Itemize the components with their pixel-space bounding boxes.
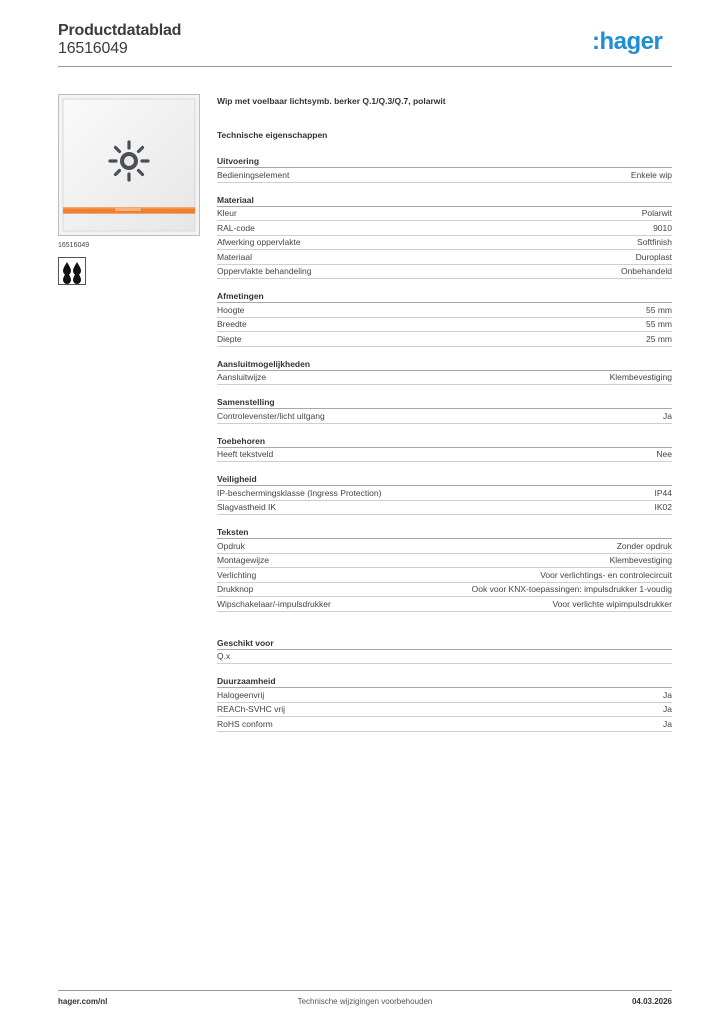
spec-group-title: Duurzaamheid: [217, 675, 672, 688]
product-name: Wip met voelbaar lichtsymb. berker Q.1/Q.3/Q.7, polarwit: [217, 96, 446, 106]
spec-label: RAL-code: [217, 222, 255, 233]
spec-label: Hoogte: [217, 304, 245, 315]
footer-divider: [58, 990, 672, 991]
spec-row: [217, 371, 672, 386]
spec-groups: [217, 155, 672, 612]
spec-label: Aansluitwijze: [217, 372, 267, 383]
spec-group-title: Uitvoering: [217, 155, 672, 168]
spec-label: Opdruk: [217, 540, 245, 551]
spec-value: Ja: [663, 704, 672, 715]
spec-value: Duroplast: [635, 251, 672, 262]
spec-row: [217, 303, 672, 318]
spec-value: IK02: [654, 502, 672, 513]
spec-row: [217, 650, 672, 665]
spec-group: [217, 290, 672, 347]
spec-row: [217, 409, 672, 424]
spec-group-title: Teksten: [217, 526, 672, 539]
spec-label: Heeft tekstveld: [217, 449, 274, 460]
spec-row: [217, 703, 672, 718]
spec-value: 55 mm: [646, 304, 672, 315]
spec-label: Q.x: [217, 651, 231, 662]
spec-row: [217, 236, 672, 251]
spec-label: Materiaal: [217, 251, 252, 262]
spec-value: Voor verlichtings- en controlecircuit: [540, 569, 672, 580]
spec-group-title: Toebehoren: [217, 435, 672, 448]
spec-value: Nee: [656, 449, 672, 460]
spec-row: [217, 318, 672, 333]
spec-label: Montagewijze: [217, 555, 269, 566]
water-drops-icon: [59, 258, 85, 284]
spec-group: [217, 675, 672, 732]
spec-group-title: Materiaal: [217, 194, 672, 207]
spec-value: 25 mm: [646, 333, 672, 344]
footer-website[interactable]: hager.com/nl: [58, 997, 108, 1006]
spec-row: [217, 568, 672, 583]
spec-group-title: Samenstelling: [217, 396, 672, 409]
spec-group: [217, 155, 672, 183]
spec-group: [217, 194, 672, 280]
spec-group: [217, 396, 672, 424]
spec-value: Zonder opdruk: [616, 540, 672, 551]
footer-date: 04.03.2026: [631, 997, 672, 1006]
spec-value: Onbehandeld: [620, 266, 672, 277]
spec-group-title: Aansluitmogelijkheden: [217, 358, 672, 371]
spec-label: RoHS conform: [217, 718, 273, 729]
product-image: [58, 94, 200, 236]
spec-label: Drukknop: [217, 584, 254, 595]
spec-value: Klembevestiging: [609, 555, 672, 566]
hager-logo-text: :hager: [592, 28, 663, 55]
spec-label: Afwerking oppervlakte: [217, 237, 301, 248]
spec-label: Bedieningselement: [217, 169, 290, 180]
document-number: 16516049: [58, 40, 128, 57]
spec-row: [217, 448, 672, 463]
spec-value: Ja: [663, 410, 672, 421]
spec-row: [217, 250, 672, 265]
spec-value: Klembevestiging: [609, 372, 672, 383]
spec-group: [217, 526, 672, 612]
spec-value: 9010: [653, 222, 672, 233]
spec-value: Polarwit: [641, 208, 672, 219]
hager-logo: [592, 28, 672, 56]
page-footer: [58, 997, 672, 1011]
product-image-column: [58, 94, 200, 285]
spec-group: [217, 358, 672, 386]
spec-group-title: Afmetingen: [217, 290, 672, 303]
light-symbol-icon: [110, 142, 148, 180]
spec-row: [217, 688, 672, 703]
document-title: Productdatablad: [58, 22, 182, 39]
spec-row: [217, 501, 672, 516]
spec-row: [217, 717, 672, 732]
spec-group: [217, 637, 672, 665]
spec-row: [217, 597, 672, 612]
spec-row: [217, 554, 672, 569]
spec-group-title: Geschikt voor: [217, 637, 672, 650]
spec-row: [217, 221, 672, 236]
spec-label: Wipschakelaar/-impulsdrukker: [217, 598, 331, 609]
header-divider: [58, 66, 672, 67]
spec-value: Ja: [663, 689, 672, 700]
image-caption: 16516049: [58, 242, 90, 249]
spec-group: [217, 473, 672, 515]
spec-group-title: Veiligheid: [217, 473, 672, 486]
spec-label: Controlevenster/licht uitgang: [217, 410, 325, 421]
spec-label: Kleur: [217, 208, 237, 219]
spec-label: IP-beschermingsklasse (Ingress Protection): [217, 487, 382, 498]
spec-value: Enkele wip: [630, 169, 672, 180]
spec-label: Breedte: [217, 319, 247, 330]
page-header: [58, 22, 672, 66]
spec-label: Oppervlakte behandeling: [217, 266, 312, 277]
spec-group: [217, 435, 672, 463]
spec-value: IP44: [654, 487, 672, 498]
spec-value: Ook voor KNX-toepassingen: impulsdrukker 1-voudig: [471, 584, 672, 595]
spec-row: [217, 583, 672, 598]
spec-value: Ja: [663, 718, 672, 729]
ip-rating-badge: [58, 257, 86, 285]
spec-row: [217, 207, 672, 222]
spec-label: Diepte: [217, 333, 242, 344]
spec-label: Slagvastheid IK: [217, 502, 277, 513]
spec-label: Halogeenvrij: [217, 689, 265, 700]
spec-row: [217, 168, 672, 183]
spec-row: [217, 539, 672, 554]
spec-row: [217, 486, 672, 501]
specifications: [217, 96, 672, 732]
spec-groups-extra: [217, 637, 672, 732]
spec-value: Softfinish: [637, 237, 672, 248]
spec-value: 55 mm: [646, 319, 672, 330]
spec-label: Verlichting: [217, 569, 257, 580]
footer-disclaimer: Technische wijzigingen voorbehouden: [297, 997, 433, 1006]
spec-row: [217, 332, 672, 347]
spec-row: [217, 265, 672, 280]
technical-properties-heading: Technische eigenschappen: [217, 130, 328, 140]
spec-label: REACh-SVHC vrij: [217, 704, 286, 715]
spec-value: Voor verlichte wipimpulsdrukker: [552, 598, 672, 609]
